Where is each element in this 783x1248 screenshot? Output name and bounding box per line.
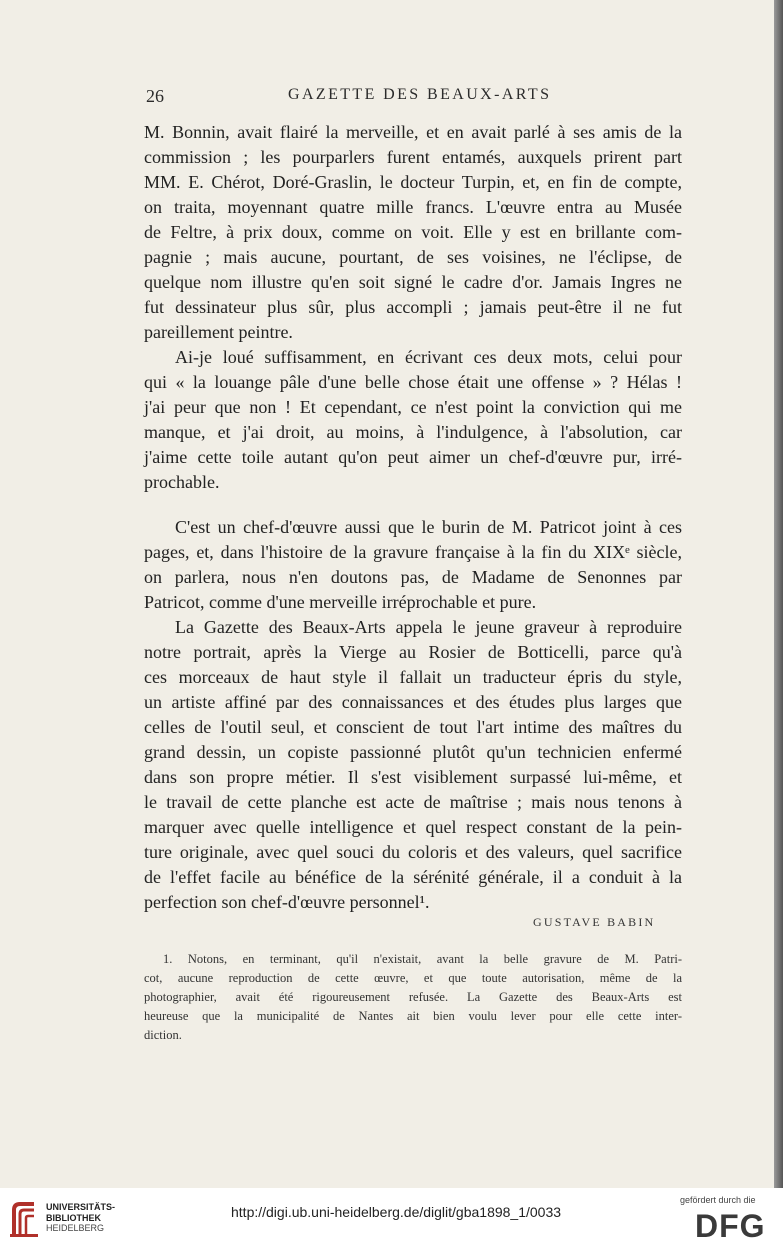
body-line: de Feltre, à prix doux, comme on voit. Elle y est en brillante com- [144,222,682,242]
footnote-line: photographier, avait été rigoureusement refusée. La Gazette des Beaux-Arts est [144,990,682,1004]
body-line: ces morceaux de haut style il fallait un traducteur épris du style, [144,667,682,687]
body-line: perfection son chef-d'œuvre personnel¹. [144,892,430,912]
body-line: commission ; les pourparlers furent entamés, auxquels prirent part [144,147,682,167]
body-line: de l'effet facile au bénéfice de la sérénité générale, il a conduit à la [144,867,682,887]
footnote-line: 1. Notons, en terminant, qu'il n'existait, avant la belle gravure de M. Patri- [163,952,682,966]
page-number: 26 [146,86,164,106]
footnote-line: heureuse que la municipalité de Nantes ait bien voulu lever pour elle cette inter- [144,1009,682,1023]
viewer-footer [0,1188,783,1248]
running-title: GAZETTE DES BEAUX-ARTS [288,86,552,103]
body-line: j'ai peur que non ! Et cependant, ce n'est point la conviction qui me [144,397,682,417]
permalink-url[interactable]: http://digi.ub.uni-heidelberg.de/diglit/gba1898_1/0033 [231,1204,562,1220]
body-line: Ai-je loué suffisamment, en écrivant ces deux mots, celui pour [175,347,682,367]
body-line: on traita, moyennant quatre mille francs. L'œuvre entra au Musée [144,197,682,217]
body-line: M. Bonnin, avait flairé la merveille, et en avait parlé à ses amis de la [144,122,682,142]
body-line: C'est un chef-d'œuvre aussi que le burin de M. Patricot joint à ces [175,517,682,537]
body-line: marquer avec quelle intelligence et quel respect constant de la pein- [144,817,682,837]
body-line: qui « la louange pâle d'une belle chose était une offense » ? Hélas ! [144,372,682,392]
body-line: dans son propre métier. Il s'est visiblement surpassé lui-même, et [144,767,682,787]
university-library-logo-icon [8,1200,42,1238]
body-line: prochable. [144,472,220,492]
body-line: fut dessinateur plus sûr, plus accompli ; jamais peut-être il ne fut [144,297,682,317]
body-line: Patricot, comme d'une merveille irréprochable et pure. [144,592,537,612]
body-line: celles de l'outil seul, et conscient de tout l'art intime des maîtres du [144,717,682,737]
body-line: notre portrait, après la Vierge au Rosier de Botticelli, parce qu'à [144,642,682,662]
body-line: La Gazette des Beaux-Arts appela le jeune graveur à reproduire [175,617,682,637]
body-line: MM. E. Chérot, Doré-Graslin, le docteur Turpin, et, en fin de compte, [144,172,682,192]
footnote-line: cot, aucune reproduction de cette œuvre, et que toute autorisation, même de la [144,971,682,985]
page-edge-shadow [774,0,783,1188]
dfg-logo: DFG [695,1208,766,1244]
body-line: on parlera, nous n'en doutons pas, de Madame de Senonnes par [144,567,682,587]
body-line: grand dessin, un copiste passionné plutôt qu'un technicien enfermé [144,742,682,762]
body-line: pareillement peintre. [144,322,293,342]
body-line: le travail de cette planche est acte de maîtrise ; mais nous tenons à [144,792,682,812]
body-line: un artiste affiné par des connaissances et des études plus larges que [144,692,682,712]
funding-note: gefördert durch die [680,1195,756,1205]
library-name: UNIVERSITÄTS- BIBLIOTHEK HEIDELBERG [46,1202,116,1233]
body-line: pages, et, dans l'histoire de la gravure française à la fin du XIXᵉ siècle, [144,542,682,562]
body-line: j'aime cette toile autant qu'on peut aimer un chef-d'œuvre pur, irré- [144,447,682,467]
body-line: manque, et j'ai droit, au moins, à l'indulgence, à l'absolution, car [144,422,682,442]
author-signature: GUSTAVE BABIN [533,915,656,929]
body-line: pagnie ; mais aucune, pourtant, de ses voisines, ne l'éclipse, de [144,247,682,267]
body-line: ture originale, avec quel souci du coloris et des valeurs, quel sacrifice [144,842,682,862]
body-line: quelque nom illustre qu'en soit signé le cadre d'or. Jamais Ingres ne [144,272,682,292]
footnote-line: diction. [144,1028,182,1042]
